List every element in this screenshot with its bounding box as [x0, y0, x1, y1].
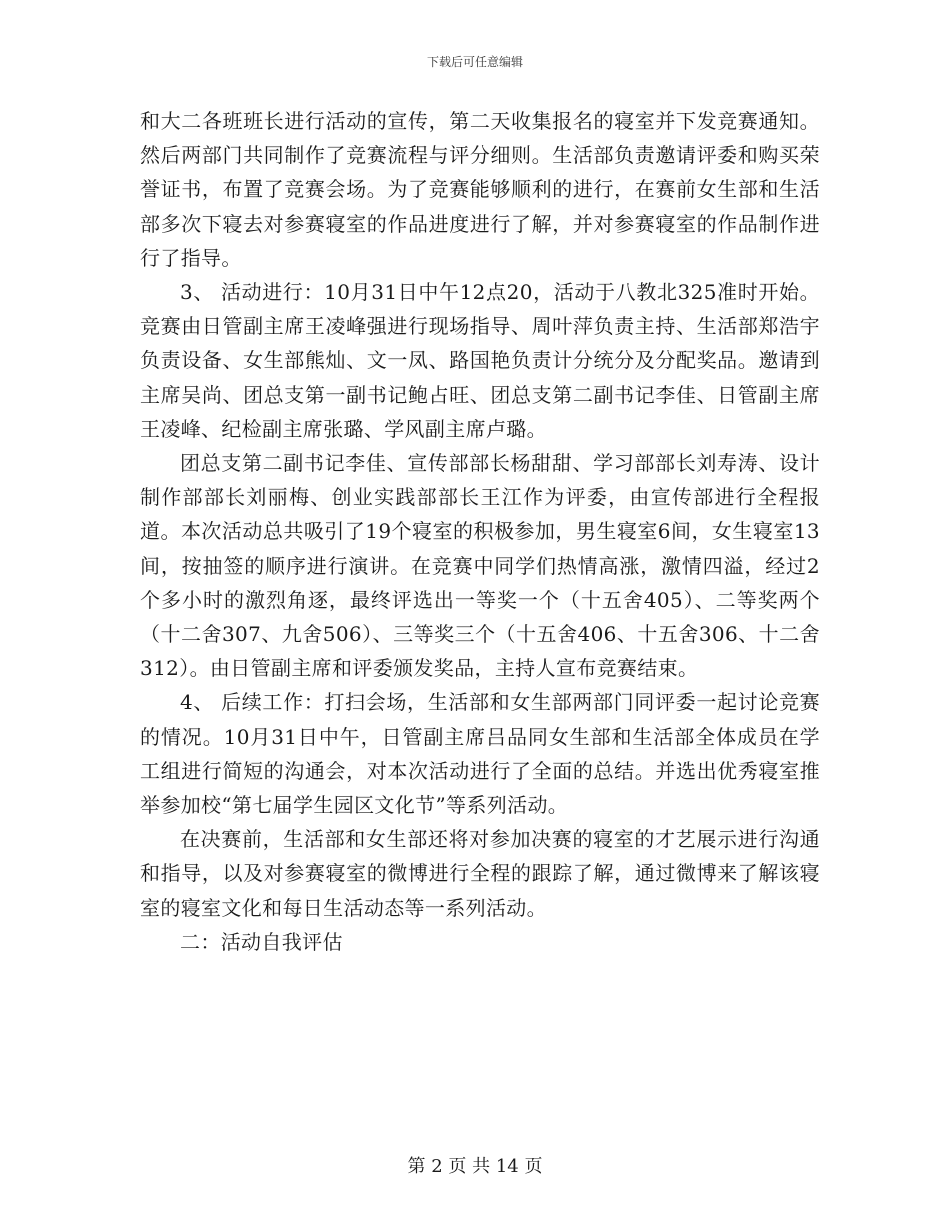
page-header: 下载后可任意编辑	[426, 55, 523, 69]
paragraph-judges-and-results: 团总支第二副书记李佳、宣传部部长杨甜甜、学习部部长刘寿涛、设计制作部部长刘丽梅、创业实践部部长王江作为评委，由宣传部进行全程报道。本次活动总共吸引了19个寝室的积极参加，男生寝室6间，女生寝室13间，按抽签的顺序进行演讲。在竞赛中同学们热情高涨，激情四溢，经过2个多小时的激烈角逐，最终评选出一等奖一个（十五舍405）、二等奖两个（十二舍307、九舍506）、三等奖三个（十五舍406、十五舍306、十二舍312）。由日管副主席和评委颁发奖品，主持人宣布竞赛结束。	[140, 451, 820, 681]
section-heading-self-evaluation: 二：活动自我评估	[180, 929, 343, 954]
document-body	[140, 104, 820, 959]
paragraph-before-finals: 在决赛前，生活部和女生部还将对参加决赛的寝室的才艺展示进行沟通和指导，以及对参赛寝室的微博进行全程的跟踪了解，通过微博来了解该寝室的寝室文化和每日生活动态等一系列活动。	[140, 827, 820, 920]
page-footer: 第 2 页 共 14 页	[407, 1156, 543, 1177]
paragraph-follow-up-work: 4、 后续工作：打扫会场，生活部和女生部两部门同评委一起讨论竞赛的情况。10月31日中午，日管副主席吕品同女生部和生活部全体成员在学工组进行简短的沟通会，对本次活动进行了全面的总结。并选出优秀寝室推举参加校“第七届学生园区文化节”等系列活动。	[140, 690, 820, 818]
paragraph-activity-progress: 3、 活动进行：10月31日中午12点20，活动于八教北325准时开始。竞赛由日管副主席王凌峰强进行现场指导、周叶萍负责主持、生活部郑浩宇负责设备、女生部熊灿、文一凤、路国艳负责计分统分及分配奖品。邀请到主席吴尚、团总支第一副书记鲍占旺、团总支第二副书记李佳、日管副主席王凌峰、纪检副主席张璐、学风副主席卢璐。	[140, 280, 820, 441]
paragraph-preparation-continued: 和大二各班班长进行活动的宣传，第二天收集报名的寝室并下发竞赛通知。然后两部门共同制作了竞赛流程与评分细则。生活部负责邀请评委和购买荣誉证书，布置了竞赛会场。为了竞赛能够顺利的进行，在赛前女生部和生活部多次下寝去对参赛寝室的作品进度进行了解，并对参赛寝室的作品制作进行了指导。	[140, 109, 820, 270]
